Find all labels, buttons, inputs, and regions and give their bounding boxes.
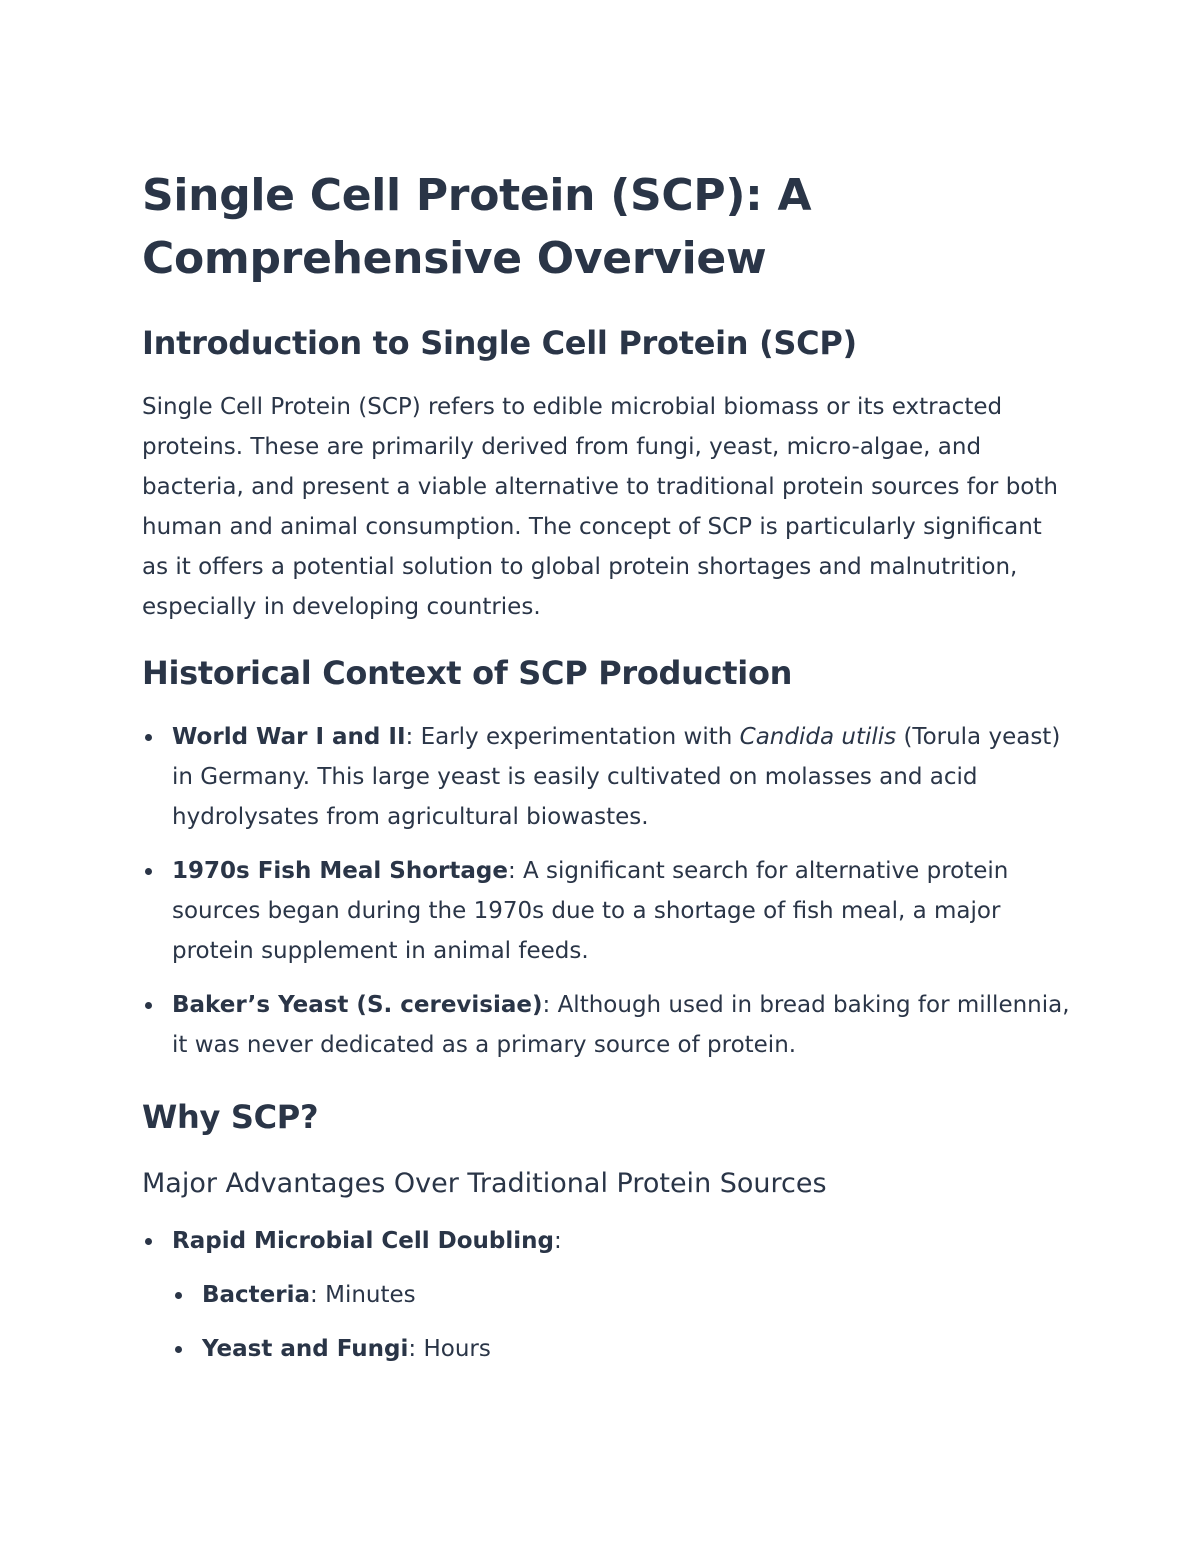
doubling-sub-list xyxy=(142,1275,1072,1369)
history-item-text: (Torula yeast) in Germany. This large yeast is easily cultivated on molasses and acid hydrolysates from agricultural biowastes. xyxy=(172,724,1061,830)
sub-item-separator: : xyxy=(408,1336,424,1362)
list-item xyxy=(142,985,1072,1065)
history-item-separator: : xyxy=(507,858,523,884)
list-item xyxy=(142,717,1072,837)
sub-item-separator: : xyxy=(310,1282,326,1308)
history-list xyxy=(142,717,1072,1065)
sub-item-lead: Yeast and Fungi xyxy=(202,1336,409,1362)
intro-heading: Introduction to Single Cell Protein (SCP) xyxy=(142,324,857,362)
document-page xyxy=(142,164,1072,1369)
list-item xyxy=(172,1329,1072,1369)
advantages-list xyxy=(142,1221,1072,1369)
page-title: Single Cell Protein (SCP): A Comprehensive Overview xyxy=(142,170,812,284)
sub-item-lead: Bacteria xyxy=(202,1282,311,1308)
intro-paragraph: Single Cell Protein (SCP) refers to edible microbial biomass or its extracted proteins. These are primarily derived from fungi, yeast, micro-algae, and bacteria, and present a viable alternative to traditional protein sources for both human and animal consumption. The concept of SCP is particularly significant as it offers a potential solution to global protein shortages and malnutrition, especially in developing countries. xyxy=(142,394,1058,620)
history-item-separator: : xyxy=(405,724,421,750)
history-item-separator: : xyxy=(542,992,558,1018)
list-item xyxy=(172,1275,1072,1315)
history-item-lead: Baker’s Yeast (S. cerevisiae) xyxy=(172,992,543,1018)
advantage-lead: Rapid Microbial Cell Doubling xyxy=(172,1228,554,1254)
sub-item-text: Minutes xyxy=(325,1282,416,1308)
history-item-text: Although used in bread baking for millennia, it was never dedicated as a primary source of protein. xyxy=(172,992,1070,1058)
history-item-species: Candida utilis xyxy=(739,724,897,750)
history-item-lead: World War I and II xyxy=(172,724,406,750)
list-item xyxy=(142,1221,1072,1261)
why-heading: Why SCP? xyxy=(142,1098,319,1136)
history-heading: Historical Context of SCP Production xyxy=(142,654,793,692)
history-item-text: Early experimentation with xyxy=(420,724,740,750)
why-subheading: Major Advantages Over Traditional Protein Sources xyxy=(142,1168,827,1199)
history-item-lead: 1970s Fish Meal Shortage xyxy=(172,858,508,884)
history-item-text: A significant search for alternative protein sources began during the 1970s due to a shortage of fish meal, a major protein supplement in animal feeds. xyxy=(172,858,1009,964)
sub-item-text: Hours xyxy=(423,1336,491,1362)
sub-list-container xyxy=(142,1275,1072,1369)
list-item xyxy=(142,851,1072,971)
advantage-separator: : xyxy=(553,1228,562,1254)
